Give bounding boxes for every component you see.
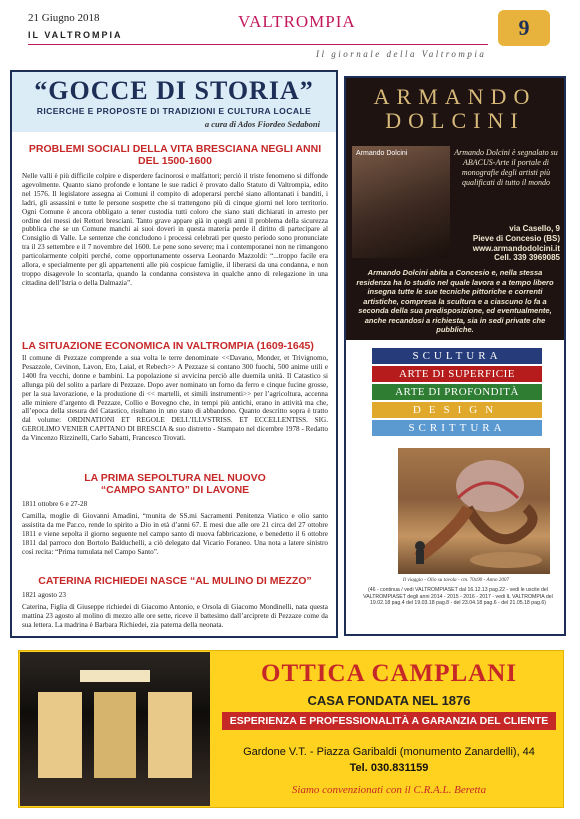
artist-address: via Casello, 9	[509, 224, 560, 233]
paper-tagline: Il giornale della Valtrompia	[316, 49, 487, 59]
discipline-bar: ARTE DI SUPERFICIE	[372, 366, 542, 382]
optician-convention: Siamo convenzionati con il C.R.A.L. Beretta	[291, 784, 487, 796]
artist-website[interactable]: www.armandodolcini.it	[472, 243, 560, 253]
artist-name-line2: DOLCINI	[385, 108, 525, 133]
issue-date: 21 Giugno 2018	[28, 12, 100, 24]
shop-window	[94, 692, 136, 778]
optician-phone: Tel. 030.831159	[349, 762, 429, 774]
optician-slogan: ESPERIENZA E PROFESSIONALITÀ A GARANZIA DEL CLIENTE	[222, 712, 556, 730]
article-heading: PROBLEMI SOCIALI DELLA VITA BRESCIANA NEGLI ANNI DEL 1500-1600	[28, 143, 322, 167]
article-date: 1821 agosto 23	[22, 591, 66, 599]
optician-founded: CASA FONDATA NEL 1876	[307, 693, 471, 708]
article-body: Caterina, Figlia di Giuseppe richiedei di Giacomo Antonio, e Orsola di Giacomo Mondinelli, nata questa mattina 23 agosto al molino di mezzo alle ore sette, riceve il battesimo dall’arciprete di Pezzaze come da sua lettera. La madrina è Barbara Richiedei, zia paterna della neonata.	[22, 603, 328, 629]
column-title: “GOCCE DI STORIA”	[34, 76, 314, 105]
artist-phone: Cell. 339 3969085	[494, 253, 560, 263]
column-subtitle: RICERCHE E PROPOSTE DI TRADIZIONI E CULTURA LOCALE	[36, 106, 312, 116]
discipline-bar: SCULTURA	[372, 348, 542, 364]
paper-name: IL VALTROMPIA	[28, 30, 123, 40]
series-references: (46 - continua / vedi VALTROMPIASET dal 16.12.13 pag.22 - vedi le uscite del VALTROMPIASET degli anni 2014 - 2015 - 2016 - 2017 - vedi IL VALTROMPIA del 19.02.18 pag.4 del 19.03.18 pag.8 - del 23.04.18 pag.6 - del 21.05.18 pag.6)	[363, 587, 553, 607]
discipline-bar: DESIGN	[372, 402, 542, 418]
page-number-badge: 9	[498, 10, 550, 46]
artist-abacus-note: Armando Dolcini è segnalato su ABACUS-Arte il portale di monografie degli artisti più qualificati di tutto il mondo	[454, 148, 558, 187]
shop-window	[148, 692, 192, 778]
artist-portrait	[352, 146, 450, 258]
artist-description: Armando Dolcini abita a Concesio e, nella stessa residenza ha lo studio nel quale lavora e a tempo libero insegna tutte le sue tecniche pittoriche e correnti artistiche, compresa la scultura e a ciascuno lo fa a seconda della sua predisposizione, ed eventualmente, anche recandosi a richiesta, sia in sedi private che pubbliche.	[356, 268, 554, 334]
optician-name: OTTICA CAMPLANI	[261, 660, 517, 687]
column-author: a cura di Ados Fiordeo Sedaboni	[204, 119, 320, 129]
artist-name-line1: ARMANDO	[373, 84, 537, 109]
discipline-bar: SCRITTURA	[372, 420, 542, 436]
article-heading: CATERINA RICHIEDEI NASCE “AL MULINO DI MEZZO”	[38, 575, 312, 587]
header-rule	[28, 44, 488, 45]
artist-contact	[452, 224, 560, 263]
article-body: Nelle valli è più difficile colpire e disperdere facinorosi e malfattori; perciò il triste fenomeno si diffonde agevolmente. Quanto siano profonde e lontane le sue radici è provato dallo Statuto di Valtrompia, edito nel 1576. Il legislatore assegna ai Comuni il compito di adoperarsi perché siano allontanati i banditi, i ladri, gli assassini e tutte le persone sospette che si trattengono più di cinque giorni nel loro territorio. Ogni Comune è ancora obbligato a tener custodia tutti coloro che siano stati dichiarati in arresto per ordine dei messi dei Rettori bresciani. Tanto grave appare già in quegli anni il problema della sicurezza pubblica che se un Comune manchi ai suoi doveri in questa materia perde il diritto di partecipare al Consiglio di Valle. Le sentenze che concludono i processi celebrati per questo periodo sono pronunciate tra il 23 settembre e il 7 novembre del 1600. Le pene sono severe; ma i contemporanei non ne rimangono particolarmente colpiti perché, come opportunamente osserva Leonardo Mazzoldi: “...troppo facile era allora, e specialmente per gli appartenenti alle più cospicue famiglie, il liberarsi da una condanna, e non troppo disagevole lo scontarla, quando la condanna consisteva in qualche anno di relegazione in una cittadina dell’Istria o della Dalmazia”.	[22, 172, 328, 287]
article-heading: LA SITUAZIONE ECONOMICA IN VALTROMPIA (1609-1645)	[22, 340, 314, 352]
painting-caption: Il viaggio - Olio su tavola - cm. 70x90 - Anno 2007	[402, 577, 510, 583]
shop-window	[38, 692, 82, 778]
shop-photo	[20, 652, 210, 806]
artist-city: Pieve di Concesio (BS)	[472, 233, 560, 243]
article-heading: LA PRIMA SEPOLTURA NEL NUOVO “CAMPO SANTO” DI LAVONE	[84, 472, 266, 496]
article-body: Camilla, moglie di Giovanni Amadini, “munita de SS.mi Sacramenti Penitenza Viatico e olio santo assistita da me Par.co, rende lo spirito a Dio in età d’anni 67. E mesi due alle ore 21 circa del 27 ottobre 1811 e viene sepolta il giorno seguente nel campo santo di nuova fabbricazione, e benedetto il 6 ottobre 1811 dal parroco don Bortolo Balduchelli, a ciò delegato dal Vicario Foraneo. Una nota a latere sinistro così recita: “Prima tumulata nel Campo Santo”.	[22, 512, 328, 556]
article-body: Il comune di Pezzaze comprende a sua volta le terre denominate <<Davano, Monder, et Trivignomo, Pesazzole, Cevinon, Lavon, Eto, Laial, et Rebech>> A Pezzaze si contano 300 fuochi, 500 anime utili e 1400 fra vecchi, donne e bambini. La popolazione si avvicina perciò alle duemila unità. Il Catastico si allunga più del solito a parlare di Pezzaze. Dopo aver nominato un forno da ferro e cinque fucine grosse, per la sua lavorazione, e la produzione di << martelli, et simili instrumenti>> per l’agricoltura, accenna alle miniere d’argento di Pezzaze, Collio e Bovegno che, in tempi più antichi, erano in attività ma che, all’epoca della stesura del Catastico, risultano in uno stato di abbandono. Quanto descritto sopra è tratto dal volume: ORDINATIONI ET REGOLE DELL’ILLVSTRISS. ET ECCELLENTISS. SIG. GEROLIMO VENIER CAPITANO DI BRESCIA & suo distretto - Stampato nel dicembre 1978 - Redatto da Vincenzo Rizzinelli, Carlo Sabatti, Francesco Trovati.	[22, 354, 328, 443]
section-title: VALTROMPIA	[238, 12, 356, 31]
shop-sign	[80, 670, 150, 682]
optician-address: Gardone V.T. - Piazza Garibaldi (monumento Zanardelli), 44	[243, 746, 535, 758]
discipline-bar: ARTE DI PROFONDITÀ	[372, 384, 542, 400]
portrait-label: Armando Dolcini	[356, 150, 408, 157]
painting-illustration	[398, 448, 550, 574]
article-date: 1811 ottobre 6 e 27-28	[22, 500, 88, 508]
painting-image	[398, 448, 550, 574]
